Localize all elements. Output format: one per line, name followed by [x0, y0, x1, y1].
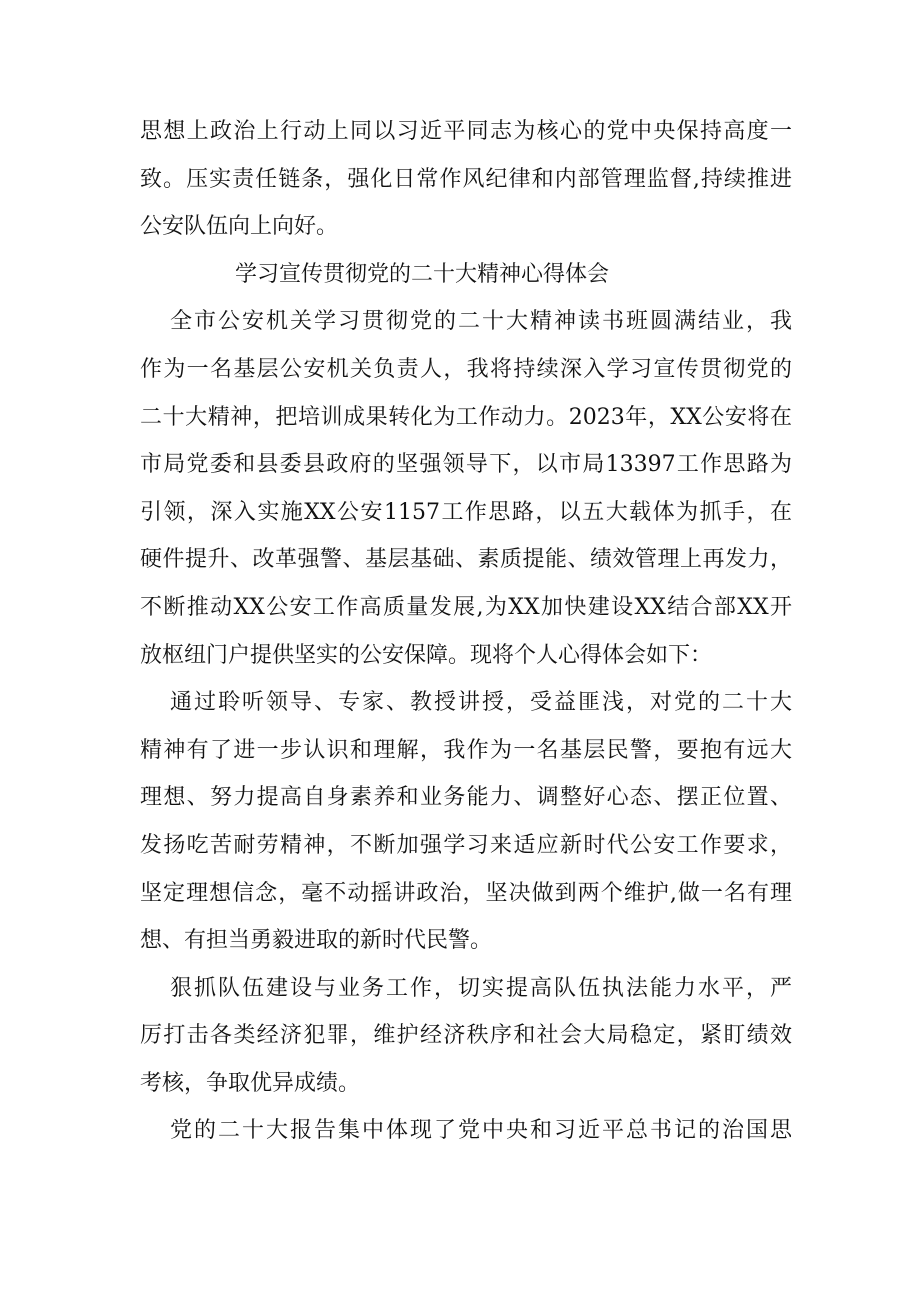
paragraph: [140, 298, 792, 679]
text-line: 通过聆听领导、专家、教授讲授，受益匪浅，对党的二十大: [170, 690, 792, 716]
text-line: 致。压实责任链条，强化日常作风纪律和内部管理监督,持续推进: [140, 166, 792, 192]
text-line: 学习宣传贯彻党的二十大精神心得体会: [235, 261, 610, 287]
text-line: 作为一名基层公安机关负责人，我将持续深入学习宣传贯彻党的: [140, 356, 792, 382]
text-line: 狠抓队伍建设与业务工作，切实提高队伍执法能力水平，严: [170, 975, 792, 1001]
text-line: 二十大精神，把培训成果转化为工作动力。2023年，XX公安将在: [140, 404, 792, 430]
text-line: 引领，深入实施XX公安1157工作思路，以五大载体为抓手，在: [140, 499, 792, 525]
paragraph: [140, 679, 792, 965]
text-line: 发扬吃苦耐劳精神，不断加强学习来适应新时代公安工作要求，: [140, 832, 792, 858]
paragraph: [140, 1107, 792, 1155]
section-title: [140, 251, 792, 299]
text-line: 精神有了进一步认识和理解，我作为一名基层民警，要抱有远大: [140, 737, 792, 763]
text-line: 不断推动XX公安工作高质量发展,为XX加快建设XX结合部XX开: [140, 594, 792, 620]
text-line: 硬件提升、改革强警、基层基础、素质提能、绩效管理上再发力，: [140, 547, 792, 573]
text-line: 市局党委和县委县政府的坚强领导下，以市局13397工作思路为: [140, 452, 792, 478]
text-line: 放枢纽门户提供坚实的公安保障。现将个人心得体会如下：: [140, 642, 713, 668]
text-line: 想、有担当勇毅进取的新时代民警。: [140, 928, 493, 954]
text-line: 党的二十大报告集中体现了党中央和习近平总书记的治国思: [170, 1118, 792, 1144]
text-line: 全市公安机关学习贯彻党的二十大精神读书班圆满结业，我: [170, 309, 792, 335]
document-body: [140, 108, 792, 1155]
text-line: 考核，争取优异成绩。: [140, 1070, 361, 1096]
text-line: 思想上政治上行动上同以习近平同志为核心的党中央保持高度一: [140, 119, 792, 144]
text-line: 厉打击各类经济犯罪，维护经济秩序和社会大局稳定，紧盯绩效: [140, 1023, 792, 1049]
text-line: 坚定理想信念，毫不动摇讲政治，坚决做到两个维护,做一名有理: [140, 880, 792, 906]
text-line: 公安队伍向上向好。: [140, 214, 339, 240]
paragraph: [140, 965, 792, 1108]
text-line: 理想、努力提高自身素养和业务能力、调整好心态、摆正位置、: [140, 785, 792, 811]
paragraph: [140, 108, 792, 251]
